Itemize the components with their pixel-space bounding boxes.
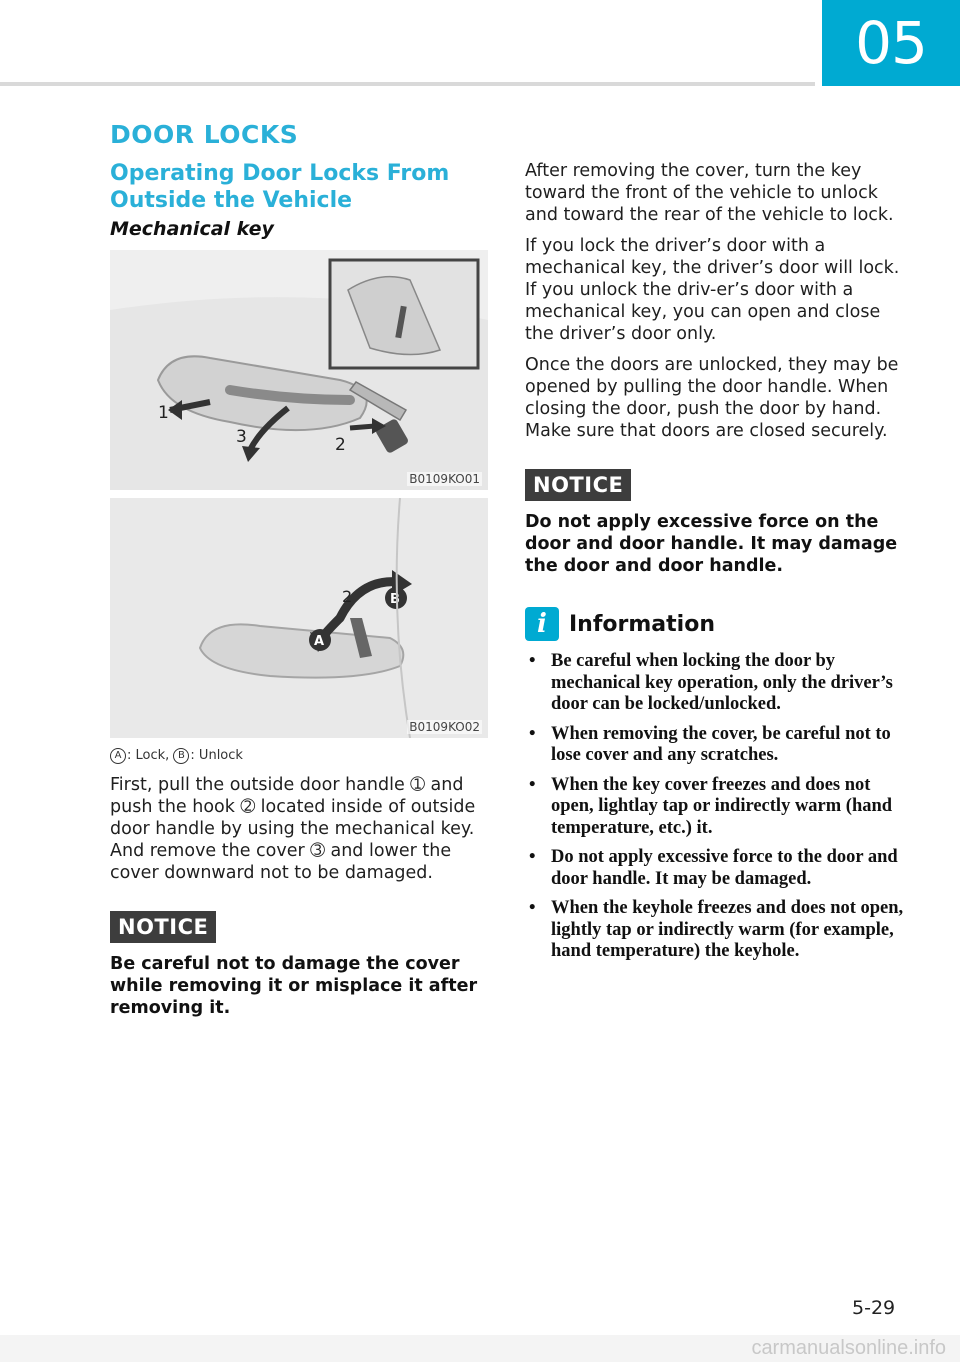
figure-caption xyxy=(110,748,490,764)
figure-door-handle-key xyxy=(110,250,488,490)
chapter-tab: 05 xyxy=(822,0,960,86)
page-number: 5-29 xyxy=(852,1297,896,1319)
information-header xyxy=(525,607,905,641)
figure2-label-2: 2 xyxy=(342,587,353,606)
caption-mark-b: B xyxy=(173,748,189,764)
figure1-label-3: 3 xyxy=(236,427,247,447)
left-paragraph: First, pull the outside door handle ➀ and push the hook ➁ located inside of outside door handle by using the mechanical key. And remove the cover ➂ and lower the cover downward not to be damaged. xyxy=(110,775,476,883)
figure1-label-2: 2 xyxy=(335,435,346,455)
information-list xyxy=(525,651,905,963)
notice-text-1: Be careful not to damage the cover while removing it or misplace it after removing it. xyxy=(110,954,478,1018)
list-item: • When the keyhole freezes and does not open, lightly tap or indirectly warm (for example, hand temperature) the keyhole. xyxy=(525,898,905,963)
notice-badge-1: NOTICE xyxy=(110,911,216,943)
left-column xyxy=(110,160,490,1019)
door-handle-illustration xyxy=(110,250,488,490)
list-item: • Do not apply excessive force to the door and door handle. It may be damaged. xyxy=(525,847,905,890)
header-rule xyxy=(0,82,815,86)
lock-unlock-illustration xyxy=(110,498,488,738)
figure2-label-b: B xyxy=(390,592,400,607)
figure-lock-unlock xyxy=(110,498,488,738)
section-title: DOOR LOCKS xyxy=(110,120,299,149)
watermark: carmanualsonline.info xyxy=(0,1335,960,1362)
list-item: • Be careful when locking the door by mechanical key operation, only the driver’s door can be locked/unlocked. xyxy=(525,651,905,716)
right-paragraph-1: After removing the cover, turn the key toward the front of the vehicle to unlock and toward the rear of the vehicle to lock. xyxy=(525,161,894,225)
right-column xyxy=(525,160,905,971)
right-paragraph-2: If you lock the driver’s door with a mechanical key, the driver’s door will lock. If you unlock the driv-er’s door with a mechanical key, you can open and close the driver’s door only. xyxy=(525,236,900,344)
figure2-label-a: A xyxy=(314,634,325,649)
right-paragraph-3: Once the doors are unlocked, they may be opened by pulling the door handle. When closing the door, push the door by hand. Make sure that doors are closed securely. xyxy=(525,355,899,441)
sub-subsection-title: Mechanical key xyxy=(110,218,274,240)
notice-badge-2: NOTICE xyxy=(525,469,631,501)
information-title: Information xyxy=(569,611,715,637)
figure1-code: B0109KO01 xyxy=(409,472,480,486)
figure1-label-1: 1 xyxy=(158,403,169,423)
caption-lock-text: : Lock, xyxy=(127,748,174,763)
caption-mark-a: A xyxy=(110,748,126,764)
subsection-title: Operating Door Locks From Outside the Vehicle xyxy=(110,161,450,213)
notice-text-2: Do not apply excessive force on the door and door handle. It may damage the door and door handle. xyxy=(525,512,898,576)
list-item: • When the key cover freezes and does not open, lightlay tap or indirectly warm (hand temperature, etc.) it. xyxy=(525,775,905,840)
information-icon: i xyxy=(525,607,559,641)
caption-unlock-text: : Unlock xyxy=(190,748,243,763)
list-item: • When removing the cover, be careful not to lose cover and any scratches. xyxy=(525,724,905,767)
figure2-code: B0109KO02 xyxy=(409,720,480,734)
